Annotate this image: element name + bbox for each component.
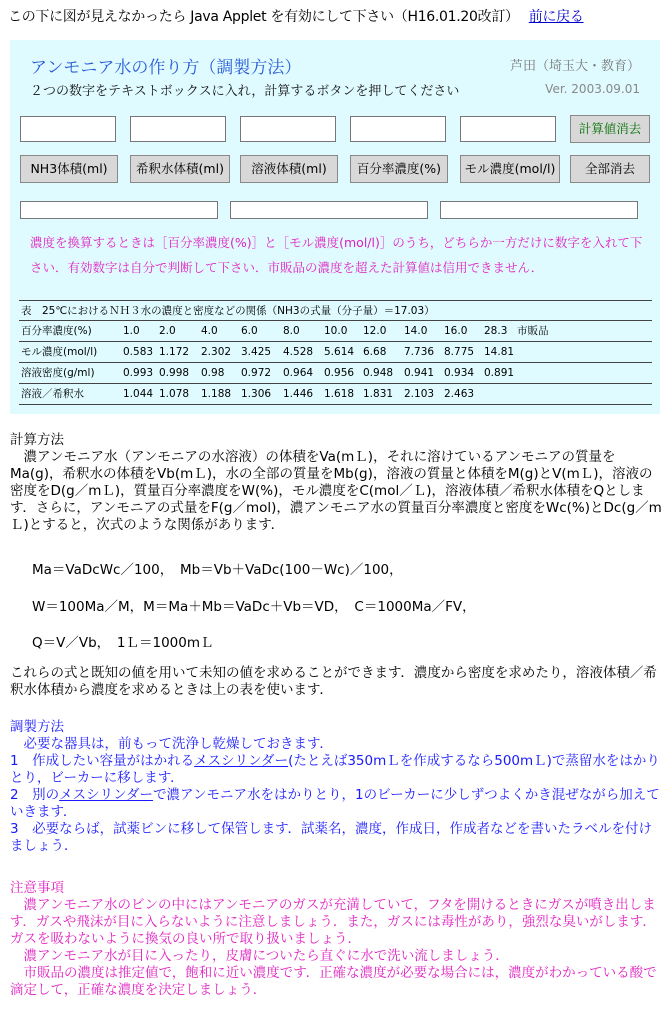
table-cell: 12.0 bbox=[363, 325, 387, 337]
applet-title: アンモニア水の作り方（調製方法） bbox=[30, 58, 302, 78]
table-cell: 2.0 bbox=[159, 325, 176, 337]
output-field-1[interactable] bbox=[20, 201, 218, 219]
table-cell: 0.934 bbox=[444, 367, 475, 379]
row-label: 溶液／希釈水 bbox=[21, 388, 84, 400]
input-dilution-water-volume[interactable] bbox=[130, 116, 226, 142]
table-cell: 1.306 bbox=[241, 388, 272, 400]
row-label: 溶液密度(g/ml) bbox=[21, 367, 95, 379]
step-2-text: 2 別の bbox=[10, 787, 60, 803]
measuring-cylinder-link[interactable]: メスシリンダー bbox=[194, 753, 289, 769]
solution-volume-button[interactable]: 溶液体積(ml) bbox=[240, 155, 338, 183]
table-cell: 0.941 bbox=[404, 367, 435, 379]
table-cell: 0.891 bbox=[484, 367, 515, 379]
clear-results-button[interactable]: 計算値消去 bbox=[570, 115, 650, 143]
table-cell: 2.103 bbox=[404, 388, 435, 400]
calculation-text: 濃アンモニア水（アンモニアの水溶液）の体積をVa(mＬ)，それに溶けているアンモニアの質量をMa(g)，希釈水の体積をVb(mＬ)，水の全部の質量をMb(g)，溶液の質量と体積をM(g)とV(mＬ)，溶液の密度をD(g／mＬ)，質量百分率濃度をW(%)，モル濃度をC(mol／Ｌ)，溶液体積／希釈水体積をQとします．さらに，アンモニアの式量をF(g／mol)，濃アンモニア水の質量百分率濃度と密度をWc(%)とDc(g／mＬ)とすると，次式のような関係があります． bbox=[10, 449, 662, 533]
density-table bbox=[19, 300, 652, 405]
table-cell: 0.98 bbox=[201, 367, 225, 379]
calculation-conclusion: これらの式と既知の値を用いて未知の値を求めることができます．濃度から密度を求めたり，溶液体積／希釈水体積から濃度を求めるときは上の表を使います． bbox=[10, 665, 657, 698]
preparation-intro: 必要な器具は，前もって洗浄し乾燥しておきます． bbox=[10, 736, 333, 752]
table-cell: 4.0 bbox=[201, 325, 218, 337]
measuring-cylinder-link-2[interactable]: メスシリンダー bbox=[59, 787, 154, 803]
preparation-step-3: 3 必要ならば，試薬ビンに移して保管します．試薬名，濃度，作成日，作成者などを書いたラベルを付けましょう． bbox=[10, 821, 653, 854]
calculation-heading: 計算方法 bbox=[10, 432, 64, 448]
table-row bbox=[19, 321, 652, 342]
formula-line-3: Q＝V／Vb， 1Ｌ＝1000mＬ bbox=[32, 635, 214, 651]
conversion-note: 濃度を換算するときは［百分率濃度(%)］と［モル濃度(mol/l)］のうち，どちらか一方だけに数字を入れて下さい．有効数字は自分で判断して下さい．市販品の濃度を超えた計算値は信用できません． bbox=[30, 235, 643, 275]
instruction-text: ２つの数字をテキストボックスに入れ，計算するボタンを押してください bbox=[30, 84, 460, 99]
caution-paragraph-1: 濃アンモニア水のビンの中にはアンモニアのガスが充満していて，フタを開けるときにガスが噴き出します．ガスや飛沫が目に入らないように注意しましょう．また，ガスには毒性があり，強烈な臭いがします．ガスを吸わないように換気の良い所で取り扱いましょう． bbox=[10, 897, 656, 947]
caution-paragraph-3: 市販品の濃度は推定値で，飽和に近い濃度です．正確な濃度が必要な場合には，濃度がわかっている酸で滴定して，正確な濃度を決定しましょう． bbox=[10, 965, 657, 998]
table-cell: 16.0 bbox=[444, 325, 468, 337]
table-cell: 1.831 bbox=[363, 388, 394, 400]
table-cell: 0.998 bbox=[159, 367, 190, 379]
input-solution-volume[interactable] bbox=[240, 116, 336, 142]
notice-text: この下に図が見えなかったら Java Applet を有効にして下さい（H16.01.20改訂） bbox=[8, 9, 519, 25]
table-row bbox=[19, 384, 652, 405]
preparation-step-1 bbox=[10, 753, 665, 787]
table-cell: 3.425 bbox=[241, 346, 272, 358]
table-cell: 2.302 bbox=[201, 346, 232, 358]
table-cell: 14.0 bbox=[404, 325, 428, 337]
clear-all-button[interactable]: 全部消去 bbox=[570, 155, 650, 183]
preparation-step-2 bbox=[10, 787, 665, 821]
table-cell: 0.993 bbox=[123, 367, 154, 379]
output-field-2[interactable] bbox=[230, 201, 428, 219]
table-cell: 1.188 bbox=[201, 388, 232, 400]
table-cell: 28.3 bbox=[484, 325, 508, 337]
table-row bbox=[19, 363, 652, 384]
applet-panel bbox=[10, 40, 660, 414]
table-cell: 1.0 bbox=[123, 325, 140, 337]
input-percent-concentration[interactable] bbox=[350, 116, 446, 142]
table-row bbox=[19, 342, 652, 363]
table-cell: 7.736 bbox=[404, 346, 435, 358]
table-cell: 6.68 bbox=[363, 346, 387, 358]
table-cell: 4.528 bbox=[283, 346, 314, 358]
caution-heading: 注意事項 bbox=[10, 880, 64, 896]
preparation-heading: 調製方法 bbox=[10, 719, 64, 735]
table-cell: 1.044 bbox=[123, 388, 154, 400]
table-cell: 0.956 bbox=[324, 367, 355, 379]
table-cell: 1.446 bbox=[283, 388, 314, 400]
row-label: モル濃度(mol/l) bbox=[21, 346, 98, 358]
output-field-3[interactable] bbox=[440, 201, 638, 219]
author-label: 芦田（埼玉大・教育） bbox=[509, 59, 640, 74]
caution-paragraph-2: 濃アンモニア水が目に入ったり，皮膚についたら直ぐに水で洗い流しましょう． bbox=[10, 948, 509, 964]
applet-notice bbox=[8, 6, 584, 26]
dilution-water-volume-button[interactable]: 希釈水体積(ml) bbox=[130, 155, 230, 183]
row-label: 百分率濃度(%) bbox=[21, 325, 92, 337]
calculation-section bbox=[10, 432, 665, 534]
percent-concentration-button[interactable]: 百分率濃度(%) bbox=[350, 155, 448, 183]
table-cell: 14.81 bbox=[484, 346, 515, 358]
caution-section bbox=[10, 880, 665, 999]
table-cell: 2.463 bbox=[444, 388, 475, 400]
table-cell: 0.972 bbox=[241, 367, 272, 379]
input-molar-concentration[interactable] bbox=[460, 116, 556, 142]
table-cell: 1.172 bbox=[159, 346, 190, 358]
formula-line-1: Ma＝VaDcWc／100， Mb＝Vb＋VaDc(100－Wc)／100， bbox=[32, 562, 403, 578]
molar-concentration-button[interactable]: モル濃度(mol/l) bbox=[460, 155, 560, 183]
table-cell: 6.0 bbox=[241, 325, 258, 337]
step-1-text-cont: (たとえば350mＬを作成するなら500mＬ)で蒸留水をはかりとり，ビーカーに移します． bbox=[10, 753, 660, 786]
nh3-volume-button[interactable]: NH3体積(ml) bbox=[20, 155, 118, 183]
table-cell: 0.948 bbox=[363, 367, 394, 379]
table-cell: 1.078 bbox=[159, 388, 190, 400]
table-cell: 10.0 bbox=[324, 325, 348, 337]
table-cell: 8.775 bbox=[444, 346, 475, 358]
table-cell: 8.0 bbox=[283, 325, 300, 337]
step-1-text: 1 作成したい容量がはかれる bbox=[10, 753, 195, 769]
input-nh3-volume[interactable] bbox=[20, 116, 116, 142]
table-cell: 0.583 bbox=[123, 346, 154, 358]
version-label: Ver. 2003.09.01 bbox=[545, 82, 640, 96]
table-caption: 表 25℃におけるＮＨ３水の濃度と密度などの関係（NH3の式量（分子量）＝17.03） bbox=[19, 300, 652, 321]
table-cell: 市販品 bbox=[517, 325, 549, 337]
step-2-text-cont: で濃アンモニア水をはかりとり，1のビーカーに少しずつよくかき混ぜながら加えていきます． bbox=[10, 787, 660, 820]
preparation-section bbox=[10, 719, 665, 855]
table-cell: 1.618 bbox=[324, 388, 355, 400]
formula-line-2: W＝100Ma／M，M＝Ma＋Mb＝VaDc＋Vb＝VD， C＝1000Ma／FV， bbox=[32, 599, 476, 615]
table-cell: 0.964 bbox=[283, 367, 314, 379]
table-cell: 5.614 bbox=[324, 346, 355, 358]
back-link[interactable]: 前に戻る bbox=[528, 9, 584, 25]
